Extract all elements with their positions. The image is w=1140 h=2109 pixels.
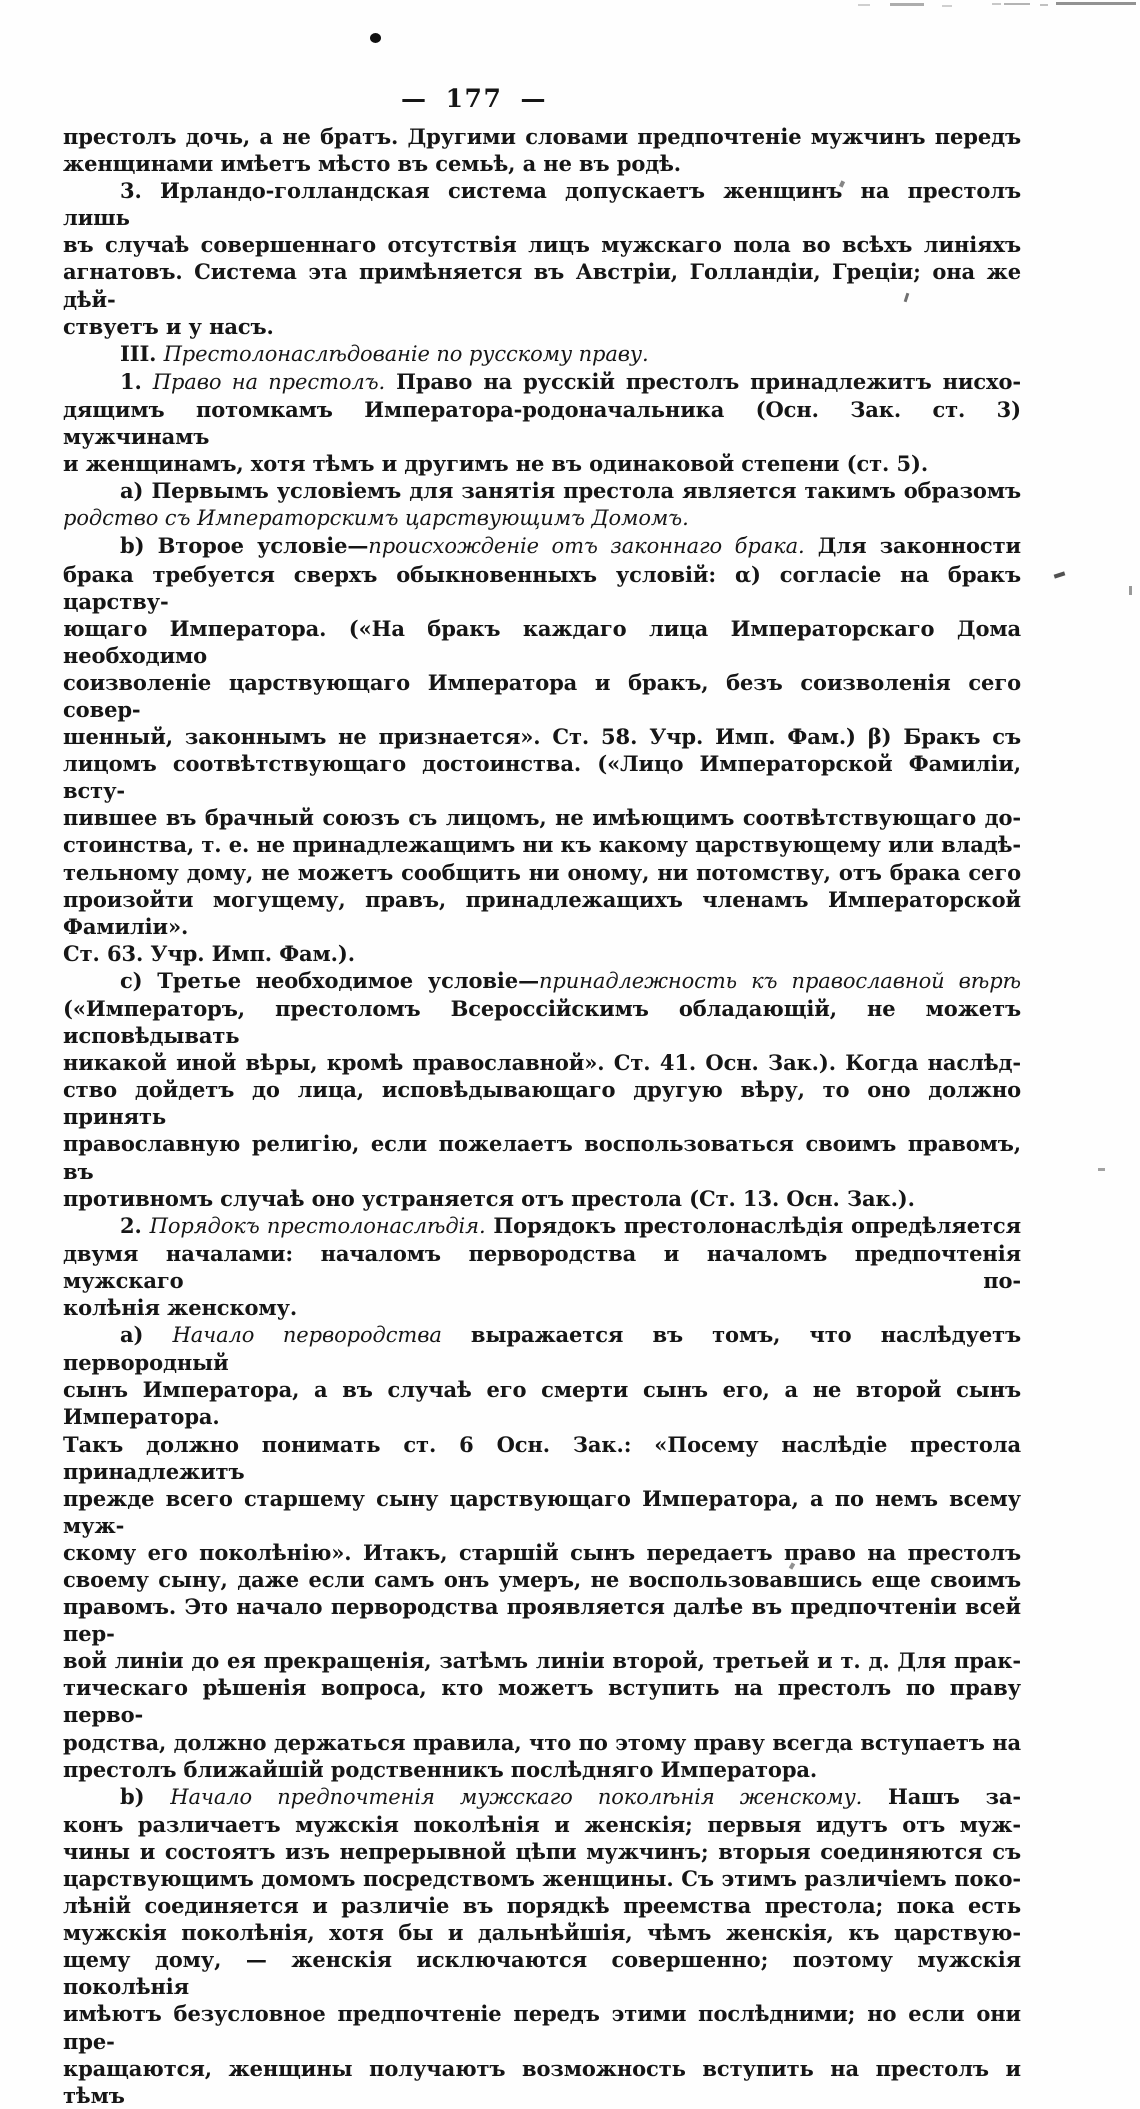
text-segment: тическаго рѣшенія вопроса, кто можетъ вступить на престолъ по праву перво- [63, 1675, 1021, 1728]
text-line [63, 723, 1021, 750]
text-segment: Порядокъ престолонаслѣдія опредѣляется [485, 1212, 1021, 1238]
text-line [63, 1647, 1021, 1674]
text-segment: родства, должно держаться правила, что по этому праву всегда вступаетъ на [63, 1729, 1021, 1755]
text-segment: шенный, законнымъ не признается». Ст. 58. Учр. Имп. Фам.) β) Бракъ съ [63, 724, 1021, 750]
text-segment: кращаются, женщины получаютъ возможность вступить на престолъ и тѣмъ [63, 2055, 1021, 2108]
text-segment: мужскія поколѣнія, хотя бы и дальнѣйшія, чѣмъ женскія, къ царствую- [63, 1920, 1021, 1946]
text-line [63, 859, 1021, 886]
page-number: — 177 — [400, 84, 548, 113]
text-segment: 1. [120, 368, 153, 394]
text-segment: своему сыну, даже если самъ онъ умеръ, не воспользовавшись еще своимъ [63, 1566, 1021, 1592]
text-segment: соизволеніе царствующаго Императора и бракъ, безъ соизволенія сего совер- [63, 669, 1021, 722]
text-segment: агнатовъ. Система эта примѣняется въ Австріи, Голландіи, Греціи; она же дѣй- [63, 259, 1021, 312]
text-line [63, 1376, 1021, 1430]
text-segment: Нашъ за- [862, 1783, 1022, 1809]
italic-text-segment: происхожденіе отъ законнаго брака. [368, 534, 805, 559]
italic-text-segment: родство съ Императорскимъ царствующимъ Домомъ. [63, 506, 689, 531]
text-line [63, 340, 1021, 368]
text-line [63, 1919, 1021, 1946]
text-line [63, 1946, 1021, 2000]
text-segment: пившее въ брачный союзъ съ лицомъ, не имѣющимъ соотвѣтствующаго до- [63, 805, 1021, 831]
text-segment: ющаго Императора. («На бракъ каждаго лица Императорскаго Дома необходимо [63, 615, 1021, 668]
text-line [63, 1240, 1021, 1294]
text-line [63, 532, 1021, 560]
text-line [63, 1566, 1021, 1593]
text-segment: Такъ должно понимать ст. 6 Осн. Зак.: «Посему наслѣдіе престола принадлежитъ [63, 1431, 1021, 1484]
text-segment: Ст. 63. Учр. Имп. Фам.). [63, 940, 355, 966]
ink-dot-artifact [370, 33, 381, 43]
text-segment: лѣній соединяется и различіе въ порядкѣ преемства престола; пока есть [63, 1893, 1021, 1919]
italic-text-segment: принадлежность къ православной вѣрѣ [538, 968, 1021, 993]
text-line [63, 886, 1021, 940]
text-segment: конъ различаетъ мужскія поколѣнія и женскія; первыя идутъ отъ муж- [63, 1811, 1021, 1837]
text-line [63, 1811, 1021, 1838]
italic-text-segment: Право на престолъ. [152, 369, 386, 394]
text-line [63, 177, 1021, 231]
italic-text-segment: Начало предпочтенія мужскаго поколѣнія женскому. [170, 1784, 863, 1809]
text-segment: двумя началами: началомъ первородства и началомъ предпочтенія мужскаго по- [63, 1240, 1021, 1293]
text-segment: скому его поколѣнію». Итакъ, старшій сынъ передаетъ право на престолъ [63, 1539, 1021, 1565]
text-line [63, 1294, 1021, 1321]
scan-edge-mark [1040, 4, 1048, 6]
text-line [63, 1076, 1021, 1130]
scan-edge-mark [1056, 2, 1136, 5]
text-line [63, 1838, 1021, 1865]
scan-edge-mark [890, 3, 924, 6]
text-segment: Право на русскій престолъ принадлежитъ нисхо- [385, 368, 1021, 394]
text-line [63, 1539, 1021, 1566]
text-segment: ство дойдетъ до лица, исповѣдывающаго другую вѣру, то оно должно принять [63, 1077, 1021, 1130]
scan-edge-mark [942, 5, 952, 7]
italic-text-segment: Порядокъ престолонаслѣдія. [149, 1213, 486, 1238]
text-line [63, 967, 1021, 995]
text-line [63, 1049, 1021, 1076]
text-line [63, 396, 1021, 450]
text-line [63, 258, 1021, 312]
text-line [63, 1593, 1021, 1647]
text-line [63, 2000, 1021, 2054]
text-segment: въ случаѣ совершеннаго отсутствія лицъ мужскаго пола во всѣхъ линіяхъ [63, 232, 1021, 258]
text-segment: («Императоръ, престоломъ Всероссійскимъ обладающій, не можетъ исповѣдывать [63, 996, 1021, 1049]
text-line [63, 504, 1021, 532]
text-line [63, 313, 1021, 340]
text-line [63, 1892, 1021, 1919]
text-line [63, 123, 1021, 150]
text-line [63, 1212, 1021, 1240]
text-segment: женщинами имѣетъ мѣсто въ семьѣ, а не въ родѣ. [63, 151, 682, 177]
scan-speck [1129, 586, 1132, 595]
scan-edge-mark [1004, 3, 1030, 5]
text-segment: никакой иной вѣры, кромѣ православной». Ст. 41. Осн. Зак.). Когда наслѣд- [63, 1050, 1021, 1076]
text-line [63, 615, 1021, 669]
text-segment: брака требуется сверхъ обыкновенныхъ условій: α) согласіе на бракъ царству- [63, 561, 1021, 614]
text-segment: имѣютъ безусловное предпочтеніе передъ этими послѣдними; но если они пре- [63, 2001, 1021, 2054]
text-line [63, 995, 1021, 1049]
text-segment: III. [120, 340, 164, 366]
text-line [63, 1185, 1021, 1212]
text-line [63, 368, 1021, 396]
text-line [63, 750, 1021, 804]
text-block [63, 123, 1021, 2109]
text-segment: выражается въ томъ, что наслѣдуетъ первородный [63, 1322, 1021, 1376]
text-segment: престолъ ближайшій родственникъ послѣдняго Императора. [63, 1756, 818, 1782]
text-segment: царствующимъ домомъ посредствомъ женщины. Съ этимъ различіемъ поко- [63, 1866, 1021, 1891]
text-segment: чины и состоятъ изъ непрерывной цѣпи мужчинъ; вторыя соединяются съ [63, 1838, 1021, 1864]
text-line [63, 804, 1021, 831]
scan-speck [1098, 1168, 1105, 1171]
text-line [63, 150, 1021, 177]
text-segment: b) [120, 1783, 171, 1809]
text-line [63, 1783, 1021, 1811]
text-segment: престолъ дочь, а не братъ. Другими словами предпочтеніе мужчинъ передъ [63, 124, 1021, 149]
text-line [63, 1485, 1021, 1539]
text-line [63, 231, 1021, 258]
text-segment: стоинства, т. е. не принадлежащимъ ни къ какому царствующему или владѣ- [63, 832, 1021, 858]
text-segment: 2. [120, 1212, 150, 1238]
text-line [63, 831, 1021, 858]
text-segment: правомъ. Это начало первородства проявляется далѣе въ предпочтеніи всей пер- [63, 1594, 1021, 1647]
italic-text-segment: Престолонаслѣдованіе по русскому праву. [163, 341, 649, 366]
text-segment: и женщинамъ, хотя тѣмъ и другимъ не въ одинаковой степени (ст. 5). [63, 451, 929, 477]
text-segment: дящимъ потомкамъ Императора-родоначальника (Осн. Зак. ст. 3) мужчинамъ [63, 396, 1021, 450]
text-segment: ствуетъ и у насъ. [63, 313, 274, 339]
text-line [63, 2055, 1021, 2109]
text-line [63, 1321, 1021, 1376]
text-segment: с) Третье необходимое условіе— [120, 967, 539, 993]
text-line [63, 1865, 1021, 1892]
text-segment: колѣнія женскому. [63, 1295, 298, 1321]
text-segment: щему дому, — женскія исключаются совершенно; поэтому мужскія поколѣнія [63, 1947, 1021, 2000]
scan-edge-mark [992, 3, 1001, 5]
text-line [63, 669, 1021, 723]
text-segment: Для законности [804, 533, 1022, 559]
text-line [63, 477, 1021, 504]
text-segment: 3. Ирландо-голландская система допускаетъ женщинъ на престолъ лишь [63, 178, 1021, 231]
text-line [63, 1674, 1021, 1728]
text-line [63, 1130, 1021, 1184]
scan-edge-mark [858, 4, 870, 6]
scan-speck [1054, 571, 1066, 578]
text-line [63, 1729, 1021, 1756]
text-segment: сынъ Императора, а въ случаѣ его смерти сынъ его, а не второй сынъ Императора. [63, 1377, 1021, 1430]
text-line [63, 561, 1021, 615]
text-segment: прежде всего старшему сыну царствующаго Императора, а по немъ всему муж- [63, 1485, 1021, 1538]
text-line [63, 450, 1021, 477]
text-segment: тельному дому, не можетъ сообщить ни оному, ни потомству, отъ брака сего [63, 859, 1021, 885]
text-segment: а) Первымъ условіемъ для занятія престола является такимъ образомъ [120, 478, 1021, 504]
text-segment: произойти могущему, правъ, принадлежащихъ членамъ Императорской Фамиліи». [63, 886, 1021, 939]
text-segment: православную религію, если пожелаетъ воспользоваться своимъ правомъ, въ [63, 1131, 1021, 1184]
text-segment: а) [120, 1322, 173, 1348]
text-line [63, 1431, 1021, 1485]
italic-text-segment: Начало первородства [172, 1323, 442, 1348]
text-segment: противномъ случаѣ оно устраняется отъ престола (Ст. 13. Осн. Зак.). [63, 1185, 915, 1211]
text-segment: лицомъ соотвѣтствующаго достоинства. («Лицо Императорской Фамиліи, всту- [63, 751, 1021, 804]
text-segment: вой линіи до ея прекращенія, затѣмъ линіи второй, третьей и т. д. Для прак- [63, 1648, 1021, 1674]
text-line [63, 1756, 1021, 1783]
text-segment: b) Второе условіе— [120, 533, 369, 559]
text-line [63, 940, 1021, 967]
